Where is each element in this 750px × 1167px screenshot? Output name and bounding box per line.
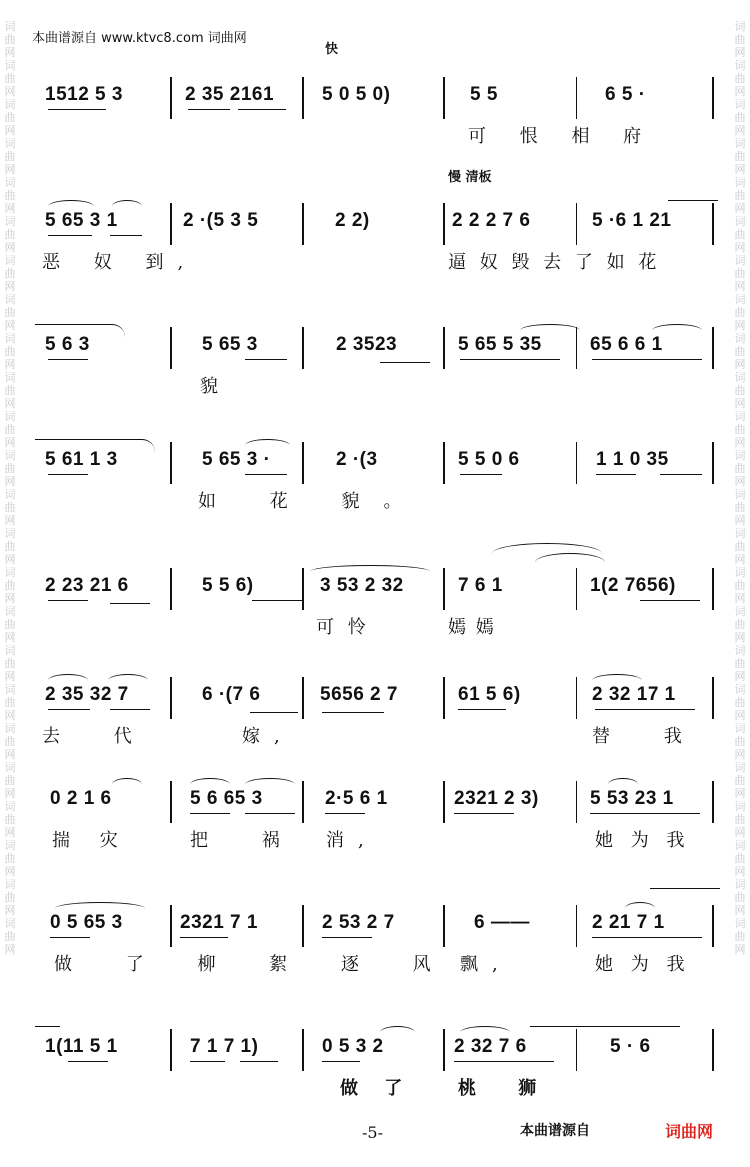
barline: [302, 203, 304, 245]
lyric-line: 嫣 嫣: [448, 617, 496, 638]
barline: [576, 327, 577, 369]
barline: [712, 442, 714, 484]
underline: [240, 1061, 278, 1062]
underline: [245, 359, 287, 360]
measure: 65 6 6 1: [590, 334, 663, 355]
measure: 2 35 2161: [185, 84, 275, 105]
measure: 2 53 2 7: [322, 912, 395, 933]
measure: 5 61 1 3: [45, 449, 118, 470]
measure: 5656 2 7: [320, 684, 398, 705]
barline: [576, 781, 577, 823]
underline: [110, 603, 150, 604]
barline: [576, 77, 577, 119]
underline: [68, 1061, 108, 1062]
page-header-source: 本曲谱源自 www.ktvc8.com 词曲网: [32, 31, 247, 46]
measure: 5 5 6): [202, 575, 254, 596]
barline: [712, 203, 714, 245]
underline: [322, 937, 372, 938]
measure: 5 6 3: [45, 334, 90, 355]
score-row: [40, 437, 720, 557]
underline: [48, 235, 92, 236]
lyric-line: 恶 奴 到,: [42, 252, 198, 273]
barline: [576, 203, 577, 245]
underline: [48, 709, 90, 710]
measure: 2 2 2 7 6: [452, 210, 531, 231]
measure: 5 65 5 35: [458, 334, 542, 355]
underline: [454, 1061, 554, 1062]
lyric-line: 可 恨 相 府: [468, 126, 656, 147]
left-watermark: 词曲网词曲网词曲网词曲网词曲网词曲网词曲网词曲网词曲网词曲网词曲网词曲网词曲网词曲网词曲网词曲网词曲网词曲网词曲网词曲网词曲网词曲网词曲网词曲网: [4, 20, 16, 956]
underline: [458, 709, 506, 710]
lyric-line: 替 我: [592, 726, 706, 747]
barline: [302, 77, 304, 119]
barline: [443, 781, 445, 823]
measure: 1(11 5 1: [45, 1036, 118, 1057]
lyric-line: 可 怜: [316, 617, 370, 638]
underline: [110, 235, 142, 236]
lyric-line: 如 花 貌。: [198, 491, 426, 512]
measure: 5 ·6 1 21: [592, 210, 672, 231]
measure: 2321 7 1: [180, 912, 258, 933]
barline: [302, 905, 304, 947]
measure: 6 ·(7 6: [202, 684, 261, 705]
measure: 5 65 3: [202, 334, 258, 355]
barline: [576, 677, 577, 719]
underline: [50, 937, 90, 938]
barline: [712, 905, 714, 947]
underline: [660, 474, 702, 475]
slur: [112, 778, 142, 791]
measure: 0 5 65 3: [50, 912, 123, 933]
score-row: [40, 198, 720, 318]
lyric-line: 貌: [200, 376, 232, 397]
slur: [380, 1026, 415, 1039]
measure: 1(2 7656): [590, 575, 676, 596]
measure: 2321 2 3): [454, 788, 539, 809]
barline: [170, 677, 172, 719]
measure: 2 3523: [336, 334, 398, 355]
lyric-line: 消,: [326, 830, 378, 851]
barline: [443, 1029, 445, 1071]
barline: [576, 442, 577, 484]
underline: [454, 813, 514, 814]
barline: [443, 327, 445, 369]
barline: [170, 327, 172, 369]
barline: [443, 677, 445, 719]
measure: 5 65 3 ·: [202, 449, 271, 470]
tempo-mark-slow: 慢 清板: [448, 170, 492, 185]
underline: [322, 712, 384, 713]
lyric-line: 做 了 柳 絮 逐 风: [54, 954, 455, 975]
barline: [443, 77, 445, 119]
lyric-line: 做 了: [340, 1078, 413, 1099]
measure: 2 32 17 1: [592, 684, 676, 705]
underline: [596, 474, 636, 475]
lyric-line: 揣 灾: [52, 830, 130, 851]
lyric-line: 逼 奴 毁 去 了 如 花: [448, 252, 661, 273]
barline: [712, 781, 714, 823]
footer-source-label: 本曲谱源自: [520, 1123, 590, 1139]
underline: [180, 937, 228, 938]
underline: [245, 813, 295, 814]
measure: 5 65 3 1: [45, 210, 118, 231]
score-row: [40, 776, 720, 896]
lyric-line: 她 为 我: [595, 830, 691, 851]
measure: 2·5 6 1: [325, 788, 388, 809]
measure: 0 5 3 2: [322, 1036, 384, 1057]
measure: 2 32 7 6: [454, 1036, 527, 1057]
underline: [250, 712, 298, 713]
measure: 5 5 0 6: [458, 449, 520, 470]
measure: 2 ·(3: [336, 449, 378, 470]
slur: [668, 200, 718, 213]
measure: 7 6 1: [458, 575, 503, 596]
measure: 0 2 1 6: [50, 788, 112, 809]
barline: [170, 203, 172, 245]
measure: 2 ·(5 3 5: [183, 210, 259, 231]
underline: [48, 359, 88, 360]
measure: 1512 5 3: [45, 84, 123, 105]
measure: 5 6 65 3: [190, 788, 263, 809]
underline: [190, 813, 230, 814]
measure: 5 53 23 1: [590, 788, 674, 809]
barline: [576, 905, 577, 947]
slur: [535, 553, 605, 572]
barline: [302, 1029, 304, 1071]
measure: 2 35 32 7: [45, 684, 129, 705]
barline: [712, 677, 714, 719]
measure: 2 23 21 6: [45, 575, 129, 596]
measure: 5 5: [470, 84, 498, 105]
barline: [302, 442, 304, 484]
measure: 3 53 2 32: [320, 575, 404, 596]
lyric-line: 去 代: [42, 726, 156, 747]
measure: 61 5 6): [458, 684, 521, 705]
lyric-line: 嫁,: [242, 726, 294, 747]
underline: [592, 359, 702, 360]
page-number: -5-: [362, 1123, 383, 1142]
score-row: [40, 672, 720, 792]
barline: [302, 568, 304, 610]
score-row: [40, 900, 720, 1020]
underline: [48, 109, 106, 110]
underline: [380, 362, 430, 363]
underline: [238, 109, 286, 110]
barline: [576, 568, 577, 610]
underline: [322, 1061, 360, 1062]
underline: [640, 600, 700, 601]
underline: [252, 600, 302, 601]
barline: [712, 327, 714, 369]
barline: [170, 905, 172, 947]
score-row: [40, 563, 720, 683]
barline: [170, 77, 172, 119]
slur: [530, 1026, 680, 1039]
barline: [443, 442, 445, 484]
underline: [590, 813, 700, 814]
barline: [170, 781, 172, 823]
measure: 5 · 6: [610, 1036, 651, 1057]
footer-site-logo: 词曲网: [665, 1122, 714, 1141]
lyric-line: 桃 狮: [458, 1078, 555, 1099]
score-row: [40, 72, 720, 192]
measure: 7 1 7 1): [190, 1036, 259, 1057]
right-watermark: 词曲网词曲网词曲网词曲网词曲网词曲网词曲网词曲网词曲网词曲网词曲网词曲网词曲网词曲网词曲网词曲网词曲网词曲网词曲网词曲网词曲网词曲网词曲网词曲网: [734, 20, 746, 956]
underline: [48, 474, 88, 475]
barline: [170, 1029, 172, 1071]
barline: [576, 1029, 577, 1071]
barline: [302, 677, 304, 719]
measure: 5 0 5 0): [322, 84, 391, 105]
underline: [48, 600, 88, 601]
measure: 6 ——: [474, 912, 530, 933]
measure: 2 21 7 1: [592, 912, 665, 933]
measure: 2 2): [335, 210, 370, 231]
score-row: [40, 322, 720, 442]
barline: [443, 905, 445, 947]
barline: [443, 568, 445, 610]
underline: [188, 109, 230, 110]
barline: [302, 327, 304, 369]
underline: [595, 709, 695, 710]
underline: [245, 474, 287, 475]
lyric-line: 飘,: [460, 954, 512, 975]
barline: [170, 442, 172, 484]
underline: [460, 474, 502, 475]
lyric-line: 她 为 我: [595, 954, 691, 975]
underline: [190, 1061, 225, 1062]
barline: [302, 781, 304, 823]
tempo-mark-fast: 快: [325, 42, 339, 57]
measure: 1 1 0 35: [596, 449, 669, 470]
barline: [712, 568, 714, 610]
lyric-line: 把 祸: [190, 830, 304, 851]
slur: [650, 888, 720, 901]
underline: [325, 813, 365, 814]
underline: [592, 937, 702, 938]
barline: [712, 1029, 714, 1071]
underline: [110, 709, 150, 710]
barline: [712, 77, 714, 119]
measure: 6 5 ·: [605, 84, 646, 105]
barline: [170, 568, 172, 610]
barline: [443, 203, 445, 245]
underline: [460, 359, 560, 360]
